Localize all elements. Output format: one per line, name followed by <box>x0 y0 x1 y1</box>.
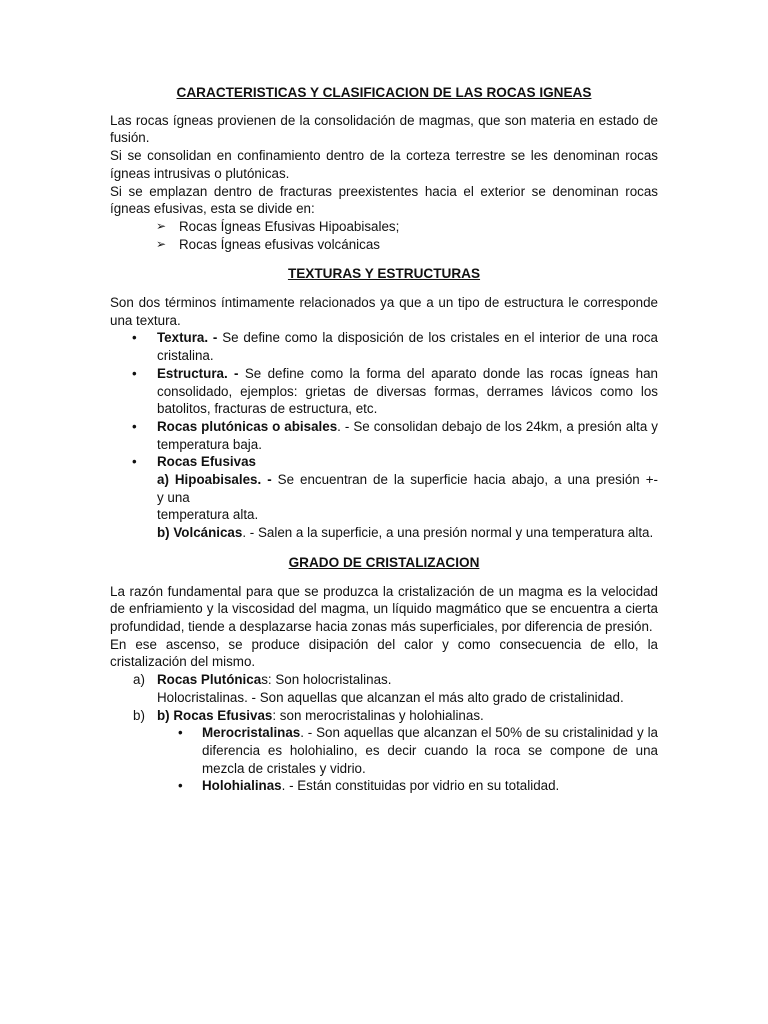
intro-paragraph-2: Si se consolidan en confinamiento dentro de la corteza terrestre se les denominan rocas ígneas intrusivas o plutónicas. <box>110 148 658 181</box>
bullet-icon: • <box>178 778 183 794</box>
list-marker: b) <box>133 707 145 723</box>
term-label: Rocas Efusivas <box>157 454 256 470</box>
document-body <box>110 84 658 795</box>
bullet-icon: • <box>132 330 137 346</box>
term-label: b) Rocas Efusivas <box>157 707 273 723</box>
hipoabisales-line: a) Hipoabisales. - Se encuentran de la superficie hacia abajo, a una presión +- <box>157 472 658 488</box>
section-title-cristalizacion: GRADO DE CRISTALIZACION <box>288 554 480 570</box>
list-item-efusivas <box>110 453 658 542</box>
bullet-icon: • <box>178 725 183 741</box>
cristalizacion-paragraph-2: En ese ascenso, se produce disipación del calor y como consecuencia de ello, la cristalización del mismo. <box>110 636 658 670</box>
volcanicas-line: b) Volcánicas. - Salen a la superficie, a una presión normal y una temperatura alta. <box>157 525 654 541</box>
intro-paragraph-1: Las rocas ígneas provienen de la consolidación de magmas, que son materia en estado de fusión. <box>110 112 658 146</box>
texturas-list <box>110 329 658 541</box>
bullet-icon: • <box>132 365 137 381</box>
list-item-estructura <box>110 365 658 418</box>
term-text: Se define como la disposición de los cristales en el interior de una roca cristalina. <box>157 330 658 364</box>
list-item-textura <box>110 329 658 364</box>
list-item-plutonicas: a) Rocas Plutónicas: Son holocristalinas. Holocristalinas. - Son aquellas que alcanzan el más alto grado de cristalinidad. <box>110 671 658 706</box>
efusivas-sublist <box>157 724 658 795</box>
bullet-icon: • <box>132 454 137 470</box>
term-label: Rocas plutónicas o abisales <box>157 418 338 434</box>
cristalizacion-paragraph-1: La razón fundamental para que se produzca la cristalización de un magma es la velocidad de enfriamiento y la viscosidad del magma, un líquido magmático que se encuentra a cierta profundidad, tiende a desplazarse hacia zonas más superficiales, por diferencia de presión. <box>110 583 658 634</box>
arrow-bullet-icon: ➢ <box>156 236 167 251</box>
bullet-icon: • <box>132 418 137 434</box>
list-item: ➢ Rocas Ígneas efusivas volcánicas <box>156 236 380 252</box>
term-text: Se define como la forma del aparato donde las rocas ígneas han consolidado, ejemplos: grietas de diversas formas, derrames lávicos como los batolitos, fracturas de estructura, etc. <box>157 365 658 417</box>
efusivas-types-list <box>110 218 658 253</box>
arrow-bullet-icon: ➢ <box>156 218 167 233</box>
section-title-texturas: TEXTURAS Y ESTRUCTURAS <box>287 266 481 282</box>
hipoabisales-line-3: temperatura alta. <box>157 507 259 523</box>
list-item-efusivas: b) b) Rocas Efusivas: son merocristalinas y holohialinas. • Merocristalinas. - Son aquellas que alcanzan el 50% de su cristalinidad y la diferencia es holohialino, es decir cuando la roca se compone de una mezcla de cristales y vidrio. • Holohialinas. - Están constituidas por vidrio en su totalidad. <box>133 707 658 794</box>
list-item-holohialinas: • Holohialinas. - Están constituidas por vidrio en su totalidad. <box>178 778 560 794</box>
list-item-merocristalinas: • Merocristalinas. - Son aquellas que alcanzan el 50% de su cristalinidad y la diferencia es holohialino, es decir cuando la roca se compone de una mezcla de cristales y vidrio. <box>178 725 658 776</box>
list-item: ➢ Rocas Ígneas Efusivas Hipoabisales; <box>156 218 400 234</box>
term-text: . - Se consolidan debajo de los 24km, a presión alta y temperatura baja. <box>157 418 658 452</box>
rocas-list <box>110 671 658 795</box>
term-label: Estructura. - <box>157 365 239 381</box>
main-title: CARACTERISTICAS Y CLASIFICACION DE LAS ROCAS IGNEAS <box>176 85 592 100</box>
intro-paragraph-3: Si se emplazan dentro de fracturas preexistentes hacia el exterior se denominan rocas ígneas efusivas, esta se divide en: <box>110 183 658 217</box>
hipoabisales-line-2: y una <box>157 489 190 505</box>
term-label: Rocas Plutónica <box>157 672 262 688</box>
list-marker: a) <box>133 672 145 688</box>
holocristalinas-line: Holocristalinas. - Son aquellas que alcanzan el más alto grado de cristalinidad. <box>157 689 624 705</box>
texturas-intro: Son dos términos íntimamente relacionados ya que a un tipo de estructura le corresponde una textura. <box>110 295 658 328</box>
term-label: Textura. - <box>157 330 218 346</box>
list-item-plutonicas <box>110 418 658 453</box>
